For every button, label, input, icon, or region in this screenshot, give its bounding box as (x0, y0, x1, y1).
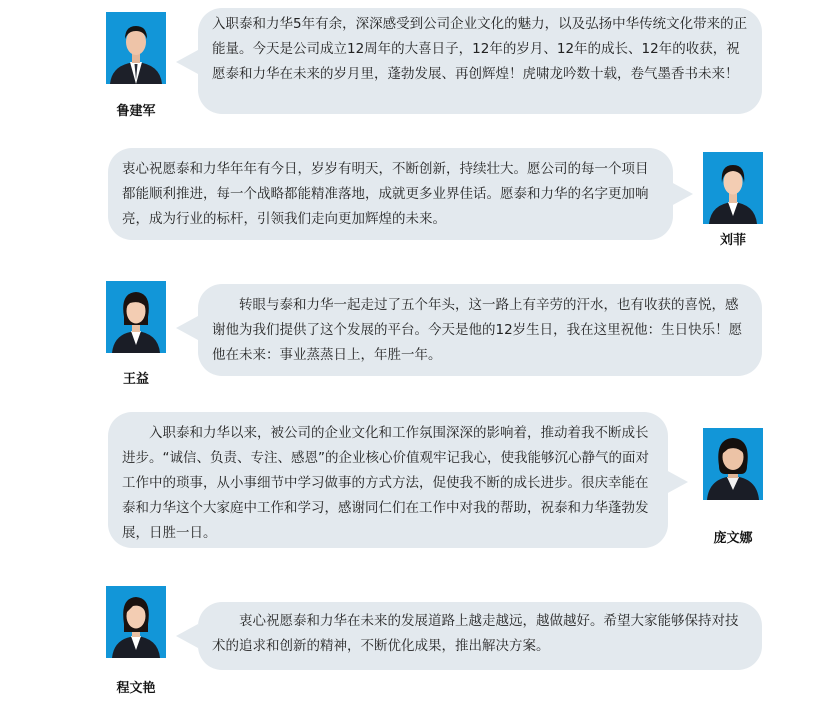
person-name: 庞文娜 (713, 531, 753, 546)
bubble-tail (176, 50, 198, 74)
bubble-tail (671, 182, 693, 206)
portrait-photo (106, 12, 166, 84)
message-bubble: 转眼与泰和力华一起走过了五个年头，这一路上有辛劳的汗水，也有收获的喜悦，感谢他为我们提供了这个发展的平台。今天是他的12岁生日，我在这里祝他：生日快乐！愿他在未来：事业蒸蒸日上，年胜一年。 (198, 284, 762, 376)
message-bubble: 衷心祝愿泰和力华在未来的发展道路上越走越远，越做越好。希望大家能够保持对技术的追求和创新的精神，不断优化成果，推出解决方案。 (198, 602, 762, 670)
message-bubble: 入职泰和力华以来，被公司的企业文化和工作氛围深深的影响着，推动着我不断成长进步。“诚信、负责、专注、感恩”的企业核心价值观牢记我心，使我能够沉心静气的面对工作中的琐事，从小事细节中学习做事的方式方法，促使我不断的成长进步。很庆幸能在泰和力华这个大家庭中工作和学习，感谢同仁们在工作中对我的帮助，祝泰和力华蓬勃发展，日胜一日。 (108, 412, 668, 548)
person-name: 鲁建军 (116, 104, 156, 119)
bubble-tail (176, 624, 198, 648)
bubble-tail (176, 316, 198, 340)
message-bubble: 衷心祝愿泰和力华年年有今日，岁岁有明天，不断创新，持续壮大。愿公司的每一个项目都能顺利推进，每一个战略都能精准落地，成就更多业界佳话。愿泰和力华的名字更加响亮，成为行业的标杆，引领我们走向更加辉煌的未来。 (108, 148, 673, 240)
person-name: 刘菲 (719, 233, 746, 248)
portrait-photo (703, 152, 763, 224)
bubble-tail (666, 470, 688, 494)
male-portrait-icon (106, 12, 166, 84)
female-portrait-icon (106, 586, 166, 658)
person-name: 王益 (122, 372, 149, 387)
message-bubble: 入职泰和力华5年有余，深深感受到公司企业文化的魅力，以及弘扬中华传统文化带来的正能量。今天是公司成立12周年的大喜日子，12年的岁月、12年的成长、12年的收获，祝愿泰和力华在未来的岁月里，蓬勃发展、再创辉煌！虎啸龙吟数十载，卷气墨香书未来！ (198, 8, 762, 114)
portrait-photo (106, 586, 166, 658)
female-portrait-icon (703, 428, 763, 500)
portrait-photo (106, 281, 166, 353)
portrait-photo (703, 428, 763, 500)
person-name: 程文艳 (116, 681, 156, 696)
female-portrait-icon (703, 152, 763, 224)
female-portrait-icon (106, 281, 166, 353)
